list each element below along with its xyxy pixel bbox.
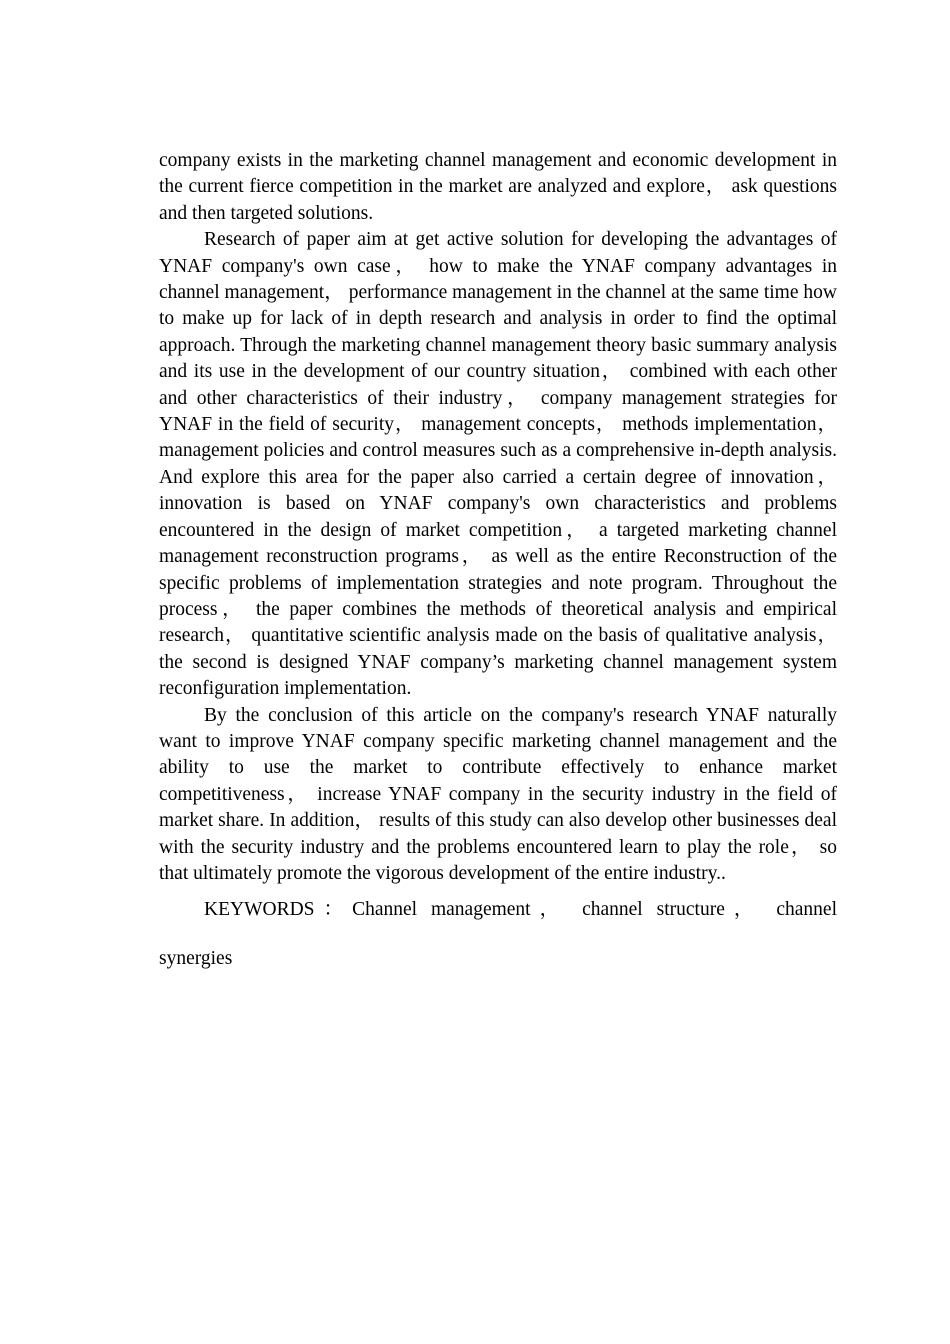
paragraph-3: By the conclusion of this article on the company's research YNAF naturally want to improve YNAF company specific marketing channel management and the ability to use the market to contribute effectively to enhance market competitiveness， increase YNAF company in the security industry in the field of market share. In addition， results of this study can also develop other businesses deal with the security industry and the problems encountered learn to play the role， so that ultimately promote the vigorous development of the entire industry.. — [159, 704, 837, 884]
keywords-label: KEYWORDS： — [204, 899, 353, 921]
keywords-continuation: synergies — [159, 947, 233, 969]
keywords-values: Channel management， channel structure， channel — [352, 899, 837, 921]
paragraph-1: company exists in the marketing channel management and economic development in the current fierce competition in the market are analyzed and explore， ask questions and then targeted solutions. — [159, 150, 837, 224]
keywords-line — [159, 897, 837, 923]
paragraph-2: Research of paper aim at get active solution for developing the advantages of YNAF company's own case， how to make the YNAF company advantages in channel management， performance management in the channel at the same time how to make up for lack of in depth research and analysis in order to find the optimal approach. Through the marketing channel management theory basic summary analysis and its use in the development of our country situation， combined with each other and other characteristics of their industry， company management strategies for YNAF in the field of security， management concepts， methods implementation， management policies and control measures such as a comprehensive in-depth analysis. And explore this area for the paper also carried a certain degree of innovation， innovation is based on YNAF company's own characteristics and problems encountered in the design of market competition， a targeted marketing channel management reconstruction programs， as well as the entire Reconstruction of the specific problems of implementation strategies and note program. Throughout the process， the paper combines the methods of theoretical analysis and empirical research， quantitative scientific analysis made on the basis of qualitative analysis， the second is designed YNAF company’s marketing channel management system reconfiguration implementation. — [159, 229, 837, 700]
abstract-body — [159, 148, 837, 972]
